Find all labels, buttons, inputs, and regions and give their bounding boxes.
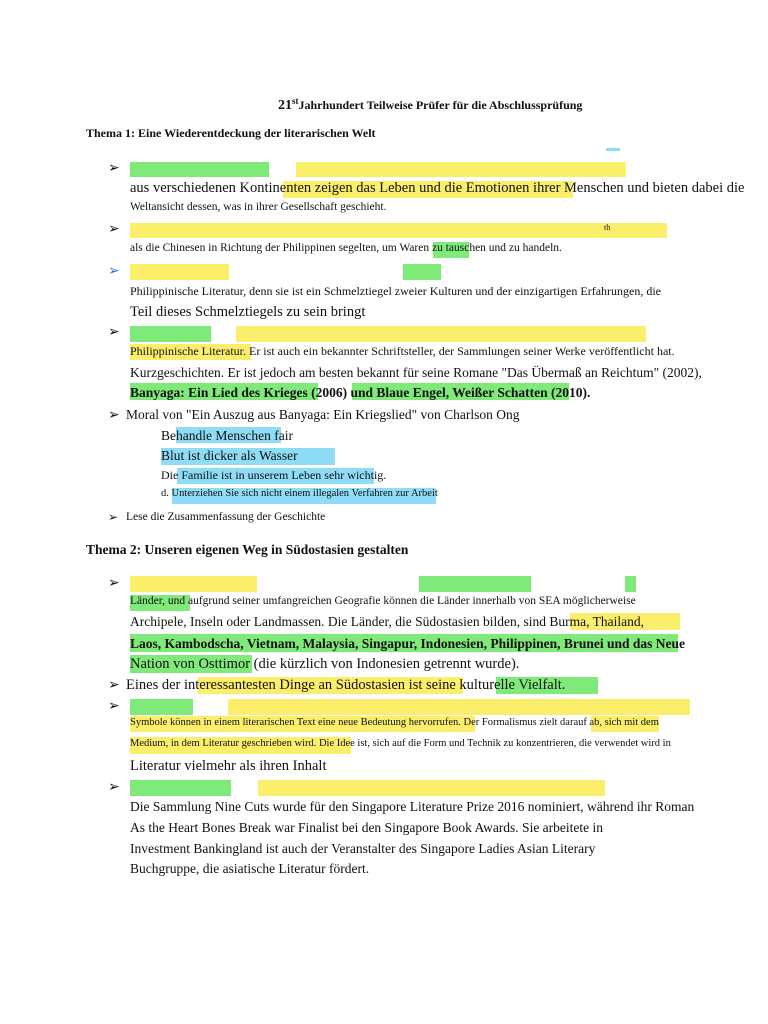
text-line: Medium, in dem Literatur geschrieben wird. Die Idee ist, sich auf die Form und Technik zu konzentrieren, die verwendet wird in: [130, 738, 671, 749]
moral-item: d. Unterziehen Sie sich nicht einem illegalen Verfahren zur Arbeit: [161, 488, 438, 499]
text-line: Eines der interessantesten Dinge an Südostasien ist seine kulturelle Vielfalt.: [126, 677, 566, 693]
page-title: 21stJahrhundert Teilweise Prüfer für die Abschlussprüfung: [278, 96, 583, 113]
text-line: As the Heart Bones Break war Finalist bei den Singapore Book Awards. Sie arbeitete in: [130, 820, 604, 835]
bullet-arrow-icon: ➢: [108, 263, 120, 279]
text-line: Laos, Kambodscha, Vietnam, Malaysia, Singapur, Indonesien, Philippinen, Brunei und das Neue: [130, 636, 686, 651]
text-line: Nation von Osttimor (die kürzlich von Indonesien getrennt wurde).: [130, 656, 520, 672]
text-line: als die Chinesen in Richtung der Philippinen segelten, um Waren zu tauschen und zu handeln.: [130, 242, 562, 254]
highlight-green: [403, 264, 441, 280]
highlight-yellow: [236, 326, 646, 342]
highlight-yellow: [228, 699, 690, 715]
text-line: Länder, und aufgrund seiner umfangreichen Geografie können die Länder innerhalb von SEA möglicherweise: [130, 595, 636, 607]
text-line: Weltansicht dessen, was in ihrer Gesellschaft geschieht.: [130, 201, 387, 213]
bullet-arrow-icon: ➢: [108, 575, 120, 591]
superscript-th: th: [604, 223, 611, 232]
highlight-yellow: [130, 264, 229, 280]
moral-heading: Moral von "Ein Auszug aus Banyaga: Ein Kriegslied" von Charlson Ong: [126, 407, 520, 422]
highlight-yellow: [130, 223, 667, 238]
highlight-green: [130, 699, 193, 715]
highlight-green: [130, 326, 211, 342]
text-line: Symbole können in einem literarischen Text eine neue Bedeutung hervorrufen. Der Formalismus zielt darauf ab, sich mit dem: [130, 717, 659, 728]
highlight-yellow: [296, 162, 626, 177]
highlight-yellow: [130, 576, 257, 592]
bullet-arrow-icon: ➢: [108, 510, 119, 524]
bullet-arrow-icon: ➢: [108, 779, 120, 795]
bullet-arrow-icon: ➢: [108, 324, 120, 340]
highlight-green: [419, 576, 531, 592]
moral-item: Die Familie ist in unserem Leben sehr wichtig.: [161, 468, 387, 482]
text-line: Literatur vielmehr als ihren Inhalt: [130, 758, 327, 774]
text-line: Banyaga: Ein Lied des Krieges (2006) und Blaue Engel, Weißer Schatten (2010).: [130, 385, 591, 400]
text-line: Archipele, Inseln oder Landmassen. Die Länder, die Südostasien bilden, sind Burma, Thailand,: [130, 614, 644, 629]
text-line: Teil dieses Schmelztiegels zu sein bringt: [130, 304, 366, 320]
highlight-green: [130, 780, 231, 796]
bullet-arrow-icon: ➢: [108, 407, 120, 423]
theme-1-heading: Thema 1: Eine Wiederentdeckung der literarischen Welt: [86, 126, 376, 140]
bullet-arrow-icon: ➢: [108, 698, 120, 714]
theme-2-heading: Thema 2: Unseren eigenen Weg in Südostasien gestalten: [86, 542, 409, 557]
text-line: Investment Bankingland ist auch der Veranstalter des Singapore Ladies Asian Literary: [130, 841, 596, 856]
text-line: Buchgruppe, die asiatische Literatur fördert.: [130, 861, 370, 876]
bullet-arrow-icon: ➢: [108, 677, 120, 693]
highlight-blue: [606, 148, 620, 151]
highlight-green: [625, 576, 636, 592]
highlight-yellow: [258, 780, 605, 796]
moral-item: Blut ist dicker als Wasser: [161, 448, 298, 463]
text-line: Philippinische Literatur. Er ist auch ein bekannter Schriftsteller, der Sammlungen seiner Werke veröffentlicht hat.: [130, 344, 675, 358]
bullet-arrow-icon: ➢: [108, 160, 120, 176]
text-line: Lese die Zusammenfassung der Geschichte: [126, 511, 326, 523]
text-line: Kurzgeschichten. Er ist jedoch am besten bekannt für seine Romane "Das Übermaß an Reichtum" (2002),: [130, 365, 702, 380]
text-line: Die Sammlung Nine Cuts wurde für den Singapore Literature Prize 2016 nominiert, während ihr Roman: [130, 799, 695, 814]
highlight-green: [130, 162, 269, 177]
text-line: aus verschiedenen Kontinenten zeigen das Leben und die Emotionen ihrer Menschen und bieten dabei die: [130, 180, 745, 196]
moral-item: Behandle Menschen fair: [161, 428, 293, 443]
text-line: Philippinische Literatur, denn sie ist ein Schmelztiegel zweier Kulturen und der einzigartigen Erfahrungen, die: [130, 284, 662, 298]
bullet-arrow-icon: ➢: [108, 221, 120, 237]
